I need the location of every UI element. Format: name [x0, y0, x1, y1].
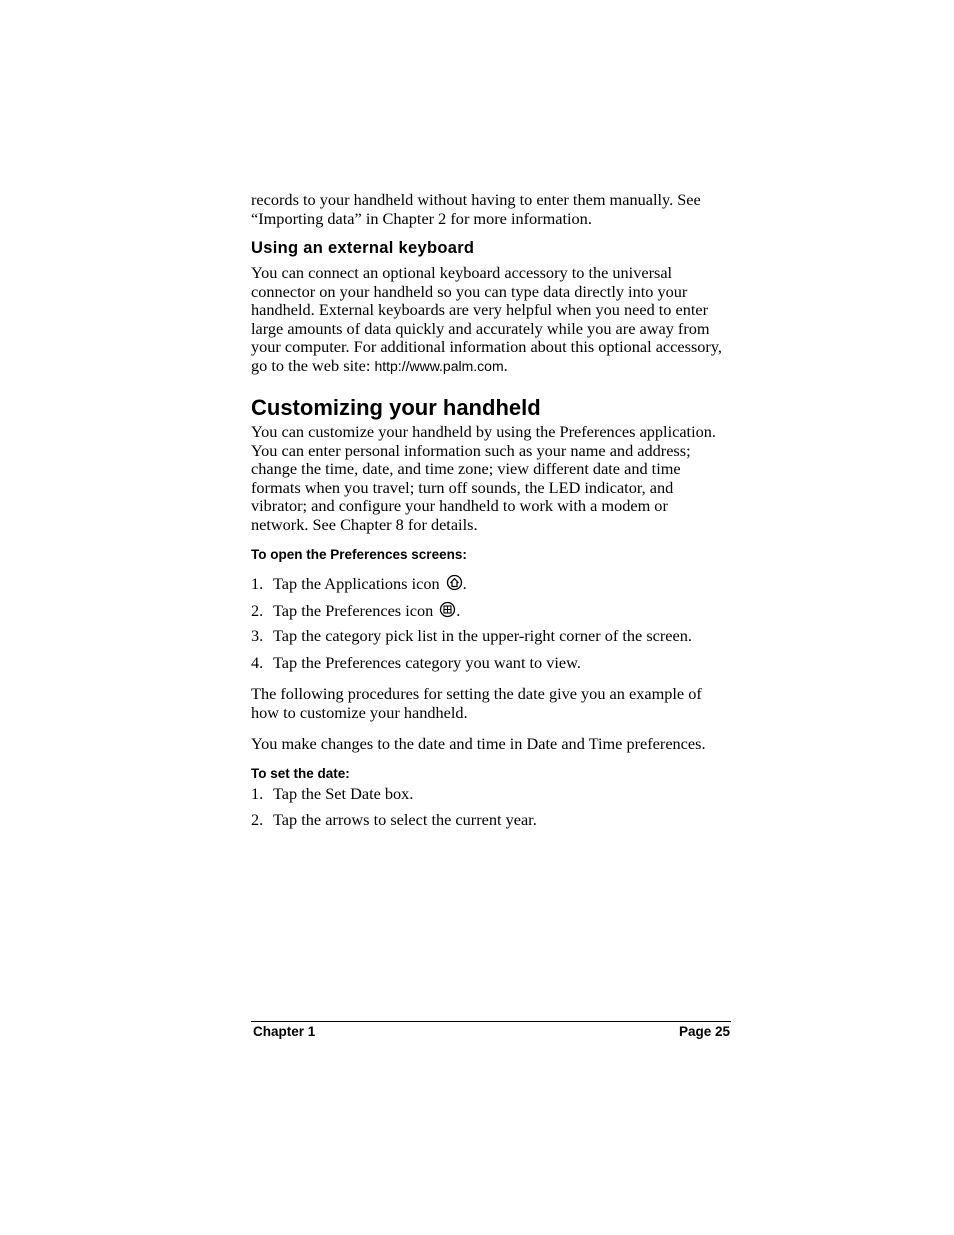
set-date-heading: To set the date: [251, 766, 350, 781]
intro-line-1: records to your handheld without having to enter them manually. See [251, 190, 701, 209]
step-number: 1. [251, 574, 264, 593]
step-suffix: . [456, 601, 461, 620]
step-text: Tap the arrows to select the current year. [273, 810, 537, 829]
step-text: Tap the Preferences category you want to view. [273, 653, 581, 672]
step-suffix: . [462, 574, 467, 593]
set-date-step-1 [251, 785, 741, 804]
keyboard-body: You can connect an optional keyboard accessory to the universal connector on your handheld so you can type data directly into your handheld. External keyboards are very helpful when you need to enter large amounts of data quickly and accurately while you are away from your computer. For additional information about this optional accessory, go to the web site: [251, 263, 723, 375]
intro-paragraph [251, 191, 731, 228]
set-date-step-2 [251, 811, 741, 830]
open-prefs-heading: To open the Preferences screens: [251, 547, 467, 562]
changes-text: You make changes to the date and time in Date and Time preferences. [251, 734, 706, 753]
footer-rule [251, 1021, 731, 1022]
footer-chapter: Chapter 1 [253, 1024, 316, 1039]
set-date-heading-wrap [251, 766, 731, 781]
open-prefs-step-4 [251, 654, 741, 673]
preferences-icon [439, 601, 456, 623]
customize-paragraph [251, 423, 729, 535]
procedures-text: The following procedures for setting the date give you an example of how to customize your handheld. [251, 684, 702, 722]
keyboard-heading: Using an external keyboard [251, 239, 475, 257]
applications-icon [446, 574, 463, 596]
step-number: 4. [251, 653, 264, 672]
keyboard-url-suffix: . [503, 355, 508, 375]
keyboard-paragraph [251, 264, 729, 376]
changes-paragraph [251, 735, 741, 754]
step-text: Tap the Preferences icon [273, 601, 434, 620]
open-prefs-step-2 [251, 601, 741, 623]
keyboard-heading-wrap [251, 239, 731, 258]
step-number: 2. [251, 810, 264, 829]
step-text: Tap the Set Date box. [273, 784, 414, 803]
palm-url-link[interactable]: http://www.palm.com [374, 357, 504, 374]
customize-heading-wrap [251, 395, 731, 421]
step-number: 3. [251, 626, 264, 645]
step-text: Tap the category pick list in the upper-right corner of the screen. [273, 626, 692, 645]
open-prefs-step-1 [251, 574, 741, 596]
step-number: 1. [251, 784, 264, 803]
intro-line-2: “Importing data” in Chapter 2 for more information. [251, 208, 592, 228]
step-number: 2. [251, 601, 264, 620]
customize-body: You can customize your handheld by using the Preferences application. You can enter personal information such as your name and address; change the time, date, and time zone; view different date and time formats when you travel; turn off sounds, the LED indicator, and vibrator; and configure your handheld to work with a modem or network. See Chapter 8 for details. [251, 422, 716, 534]
open-prefs-step-3 [251, 627, 741, 646]
step-text: Tap the Applications icon [273, 574, 440, 593]
procedures-paragraph [251, 685, 729, 722]
customize-heading: Customizing your handheld [251, 395, 541, 420]
footer-page-number: Page 25 [678, 1024, 730, 1039]
open-prefs-heading-wrap [251, 547, 731, 562]
